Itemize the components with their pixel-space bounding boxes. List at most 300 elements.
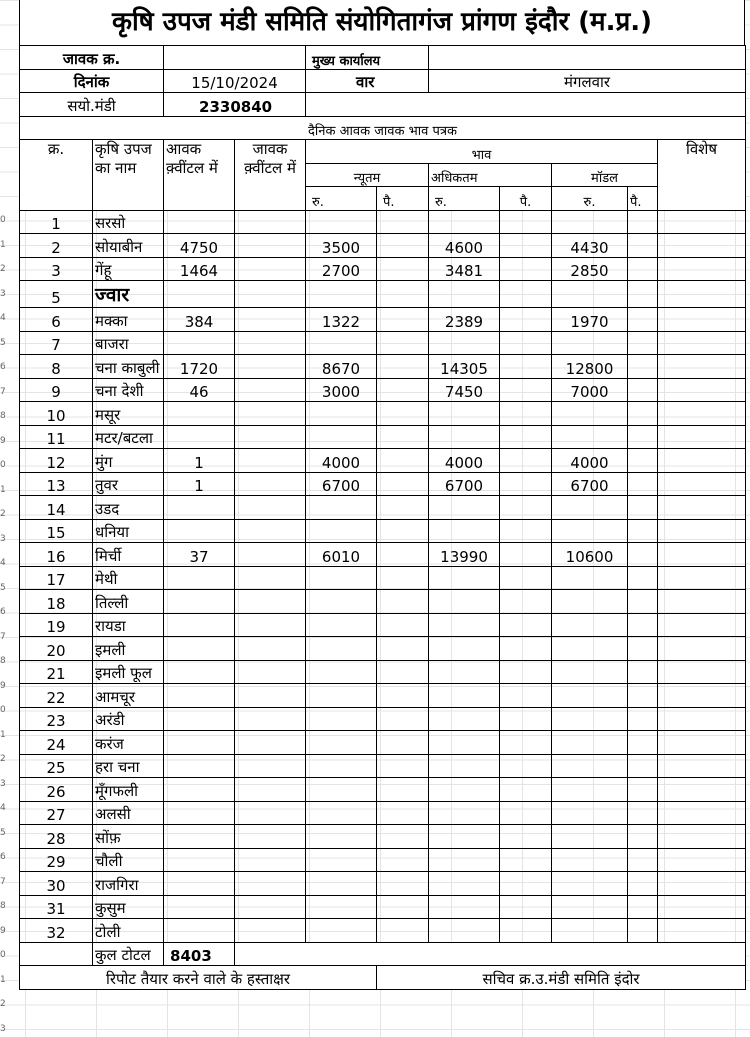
arrival-cell[interactable]: 37: [164, 543, 235, 567]
special-cell[interactable]: [658, 496, 746, 520]
dispatch-cell[interactable]: [235, 754, 306, 778]
crop-cell: आमचूर: [93, 684, 164, 708]
min-paise-cell[interactable]: [377, 684, 429, 708]
min-rs-cell[interactable]: [306, 872, 377, 896]
arrival-cell[interactable]: [164, 660, 235, 684]
head-office-value[interactable]: [429, 46, 746, 70]
special-cell[interactable]: [658, 331, 746, 355]
modal-paise-cell[interactable]: [628, 234, 658, 258]
max-rs-cell[interactable]: [429, 519, 500, 543]
arrival-cell[interactable]: [164, 402, 235, 426]
modal-paise-cell[interactable]: [628, 257, 658, 281]
dispatch-cell[interactable]: [235, 731, 306, 755]
min-paise-cell[interactable]: [377, 754, 429, 778]
min-paise-cell[interactable]: [377, 637, 429, 661]
dispatch-cell[interactable]: [235, 308, 306, 332]
dispatch-cell[interactable]: [235, 234, 306, 258]
special-cell[interactable]: [658, 684, 746, 708]
min-paise-cell[interactable]: [377, 566, 429, 590]
min-paise-cell[interactable]: [377, 660, 429, 684]
dispatch-cell[interactable]: [235, 872, 306, 896]
max-paise-cell[interactable]: [500, 919, 552, 943]
min-rs-cell[interactable]: [306, 281, 377, 308]
modal-rs-cell[interactable]: 2850: [552, 257, 628, 281]
arrival-cell[interactable]: 1: [164, 472, 235, 496]
arrival-cell[interactable]: [164, 848, 235, 872]
mandi-blank[interactable]: [306, 93, 746, 117]
min-paise-cell[interactable]: [377, 519, 429, 543]
min-paise-cell[interactable]: [377, 234, 429, 258]
modal-rs-cell[interactable]: [552, 872, 628, 896]
min-paise-cell[interactable]: [377, 707, 429, 731]
min-rs-cell[interactable]: [306, 402, 377, 426]
modal-rs-cell[interactable]: 12800: [552, 355, 628, 379]
row-number-gutter: [0, 0, 10, 1037]
modal-rs-cell[interactable]: 7000: [552, 378, 628, 402]
modal-rs-cell[interactable]: [552, 402, 628, 426]
max-paise-cell[interactable]: [500, 707, 552, 731]
arrival-cell[interactable]: [164, 566, 235, 590]
max-paise-cell[interactable]: [500, 801, 552, 825]
min-rs-cell[interactable]: [306, 613, 377, 637]
dispatch-cell[interactable]: [235, 425, 306, 449]
arrival-cell[interactable]: 1464: [164, 257, 235, 281]
modal-rs-cell[interactable]: [552, 496, 628, 520]
max-paise-cell[interactable]: [500, 684, 552, 708]
special-cell[interactable]: [658, 848, 746, 872]
special-cell[interactable]: [658, 637, 746, 661]
row-number: 3: [0, 288, 6, 299]
max-paise-cell[interactable]: [500, 590, 552, 614]
dispatch-cell[interactable]: [235, 848, 306, 872]
row-number: 3: [0, 778, 6, 789]
modal-paise-cell[interactable]: [628, 707, 658, 731]
modal-paise-cell[interactable]: [628, 919, 658, 943]
max-rs-cell[interactable]: [429, 754, 500, 778]
modal-paise-cell[interactable]: [628, 637, 658, 661]
max-rs-cell[interactable]: [429, 895, 500, 919]
dispatch-cell[interactable]: [235, 707, 306, 731]
max-paise-cell[interactable]: [500, 308, 552, 332]
modal-paise-cell[interactable]: [628, 778, 658, 802]
special-cell[interactable]: [658, 378, 746, 402]
modal-paise-cell[interactable]: [628, 425, 658, 449]
min-rs-cell[interactable]: 6700: [306, 472, 377, 496]
arrival-cell[interactable]: [164, 210, 235, 234]
max-paise-cell[interactable]: [500, 257, 552, 281]
modal-paise-cell[interactable]: [628, 519, 658, 543]
modal-paise-cell[interactable]: [628, 472, 658, 496]
modal-paise-cell[interactable]: [628, 378, 658, 402]
max-rs-cell[interactable]: [429, 637, 500, 661]
max-paise-cell[interactable]: [500, 496, 552, 520]
dispatch-cell[interactable]: [235, 825, 306, 849]
dispatch-cell[interactable]: [235, 402, 306, 426]
max-paise-cell[interactable]: [500, 872, 552, 896]
max-rs-cell[interactable]: [429, 425, 500, 449]
max-rs-cell[interactable]: 14305: [429, 355, 500, 379]
modal-paise-cell[interactable]: [628, 825, 658, 849]
min-rs-cell[interactable]: 1322: [306, 308, 377, 332]
min-rs-cell[interactable]: [306, 210, 377, 234]
modal-paise-cell[interactable]: [628, 895, 658, 919]
page-title: कृषि उपज मंडी समिति संयोगितागंज प्रांगण इंदौर (म.प्र.): [19, 0, 745, 45]
row-number: 7: [0, 631, 6, 642]
arrival-cell[interactable]: [164, 496, 235, 520]
min-rs-cell[interactable]: [306, 684, 377, 708]
min-paise-cell[interactable]: [377, 613, 429, 637]
max-rs-cell[interactable]: 13990: [429, 543, 500, 567]
special-cell[interactable]: [658, 754, 746, 778]
max-rs-cell[interactable]: 4000: [429, 449, 500, 473]
max-paise-cell[interactable]: [500, 378, 552, 402]
min-rs-cell[interactable]: [306, 778, 377, 802]
arrival-cell[interactable]: 46: [164, 378, 235, 402]
max-rs-cell[interactable]: [429, 778, 500, 802]
max-rs-cell[interactable]: [429, 590, 500, 614]
max-paise-cell[interactable]: [500, 613, 552, 637]
max-paise-cell[interactable]: [500, 449, 552, 473]
special-cell[interactable]: [658, 472, 746, 496]
min-rs-cell[interactable]: [306, 919, 377, 943]
serial-cell: 7: [20, 331, 93, 355]
arrival-cell[interactable]: [164, 895, 235, 919]
max-paise-cell[interactable]: [500, 848, 552, 872]
modal-rs-cell[interactable]: [552, 895, 628, 919]
min-rs-cell[interactable]: [306, 825, 377, 849]
serial-cell: 19: [20, 613, 93, 637]
modal-paise-cell[interactable]: [628, 566, 658, 590]
arrival-cell[interactable]: [164, 590, 235, 614]
mandi-value[interactable]: 2330840: [164, 93, 306, 117]
jawak-value[interactable]: [164, 46, 306, 70]
special-cell[interactable]: [658, 825, 746, 849]
min-paise-cell[interactable]: [377, 731, 429, 755]
dispatch-cell[interactable]: [235, 519, 306, 543]
special-cell[interactable]: [658, 308, 746, 332]
special-cell[interactable]: [658, 210, 746, 234]
arrival-cell[interactable]: [164, 684, 235, 708]
min-paise-cell[interactable]: [377, 825, 429, 849]
max-paise-cell[interactable]: [500, 425, 552, 449]
special-cell[interactable]: [658, 543, 746, 567]
max-paise-cell[interactable]: [500, 825, 552, 849]
modal-paise-cell[interactable]: [628, 543, 658, 567]
min-paise-cell[interactable]: [377, 543, 429, 567]
dispatch-cell[interactable]: [235, 919, 306, 943]
max-rs-cell[interactable]: [429, 331, 500, 355]
min-paise-cell[interactable]: [377, 308, 429, 332]
min-paise-cell[interactable]: [377, 449, 429, 473]
special-cell[interactable]: [658, 872, 746, 896]
modal-paise-cell[interactable]: [628, 613, 658, 637]
min-paise-cell[interactable]: [377, 402, 429, 426]
modal-paise-cell[interactable]: [628, 331, 658, 355]
dispatch-cell[interactable]: [235, 449, 306, 473]
min-paise-cell[interactable]: [377, 425, 429, 449]
min-paise-cell[interactable]: [377, 331, 429, 355]
min-paise-cell[interactable]: [377, 472, 429, 496]
special-cell[interactable]: [658, 731, 746, 755]
modal-paise-cell[interactable]: [628, 496, 658, 520]
max-paise-cell[interactable]: [500, 566, 552, 590]
max-paise-cell[interactable]: [500, 472, 552, 496]
dispatch-cell[interactable]: [235, 281, 306, 308]
modal-paise-cell[interactable]: [628, 281, 658, 308]
dispatch-cell[interactable]: [235, 543, 306, 567]
arrival-cell[interactable]: [164, 637, 235, 661]
modal-paise-cell[interactable]: [628, 801, 658, 825]
dispatch-cell[interactable]: [235, 566, 306, 590]
special-cell[interactable]: [658, 801, 746, 825]
total-value[interactable]: 8403: [164, 942, 235, 966]
special-cell[interactable]: [658, 281, 746, 308]
dispatch-cell[interactable]: [235, 801, 306, 825]
modal-rs-cell[interactable]: [552, 519, 628, 543]
special-cell[interactable]: [658, 449, 746, 473]
modal-rs-cell[interactable]: [552, 848, 628, 872]
min-paise-cell[interactable]: [377, 801, 429, 825]
min-rs-cell[interactable]: [306, 331, 377, 355]
dispatch-cell[interactable]: [235, 496, 306, 520]
modal-rs-cell[interactable]: [552, 754, 628, 778]
min-rs-cell[interactable]: [306, 707, 377, 731]
arrival-cell[interactable]: [164, 613, 235, 637]
modal-rs-cell[interactable]: 10600: [552, 543, 628, 567]
modal-rs-cell[interactable]: [552, 660, 628, 684]
modal-rs-cell[interactable]: 4000: [552, 449, 628, 473]
modal-paise-cell[interactable]: [628, 449, 658, 473]
modal-rs-cell[interactable]: [552, 778, 628, 802]
special-cell[interactable]: [658, 257, 746, 281]
min-paise-cell[interactable]: [377, 590, 429, 614]
special-cell[interactable]: [658, 660, 746, 684]
arrival-header: आवक क़्वींटल में: [164, 140, 235, 211]
dispatch-cell[interactable]: [235, 257, 306, 281]
modal-paise-cell[interactable]: [628, 402, 658, 426]
max-rs-cell[interactable]: 2389: [429, 308, 500, 332]
modal-rs-cell[interactable]: 6700: [552, 472, 628, 496]
special-cell[interactable]: [658, 778, 746, 802]
dispatch-cell[interactable]: [235, 778, 306, 802]
serial-cell: 21: [20, 660, 93, 684]
modal-paise-cell[interactable]: [628, 754, 658, 778]
max-paise-cell[interactable]: [500, 754, 552, 778]
max-rs-cell[interactable]: [429, 496, 500, 520]
max-rs-cell[interactable]: [429, 660, 500, 684]
min-rs-cell[interactable]: 6010: [306, 543, 377, 567]
modal-rs-cell[interactable]: 1970: [552, 308, 628, 332]
modal-paise-cell[interactable]: [628, 848, 658, 872]
min-rs-cell[interactable]: [306, 496, 377, 520]
max-paise-cell[interactable]: [500, 210, 552, 234]
modal-paise-cell[interactable]: [628, 684, 658, 708]
max-rs-cell[interactable]: [429, 402, 500, 426]
min-paise-cell[interactable]: [377, 355, 429, 379]
modal-paise-cell[interactable]: [628, 872, 658, 896]
min-rs-cell[interactable]: 3000: [306, 378, 377, 402]
max-rs-cell[interactable]: [429, 872, 500, 896]
max-paise-cell[interactable]: [500, 355, 552, 379]
max-paise-cell[interactable]: [500, 731, 552, 755]
modal-rs-cell[interactable]: [552, 801, 628, 825]
min-rs-cell[interactable]: [306, 425, 377, 449]
modal-rs-cell[interactable]: [552, 331, 628, 355]
min-paise-cell[interactable]: [377, 895, 429, 919]
max-rs-cell[interactable]: [429, 281, 500, 308]
arrival-cell[interactable]: 384: [164, 308, 235, 332]
dispatch-cell[interactable]: [235, 331, 306, 355]
min-paise-cell[interactable]: [377, 210, 429, 234]
special-cell[interactable]: [658, 707, 746, 731]
date-value[interactable]: 15/10/2024: [164, 69, 306, 93]
arrival-cell[interactable]: [164, 331, 235, 355]
max-paise-cell[interactable]: [500, 637, 552, 661]
dispatch-cell[interactable]: [235, 613, 306, 637]
row-number: 5: [0, 582, 6, 593]
special-cell[interactable]: [658, 402, 746, 426]
max-paise-cell[interactable]: [500, 660, 552, 684]
dispatch-cell[interactable]: [235, 895, 306, 919]
arrival-cell[interactable]: [164, 825, 235, 849]
max-rs-cell[interactable]: [429, 707, 500, 731]
min-rs-cell[interactable]: [306, 566, 377, 590]
modal-rs-cell[interactable]: [552, 590, 628, 614]
modal-rs-cell[interactable]: [552, 425, 628, 449]
dispatch-cell[interactable]: [235, 472, 306, 496]
max-rs-cell[interactable]: 3481: [429, 257, 500, 281]
dispatch-cell[interactable]: [235, 684, 306, 708]
dispatch-cell[interactable]: [235, 660, 306, 684]
min-paise-cell[interactable]: [377, 778, 429, 802]
min-rs-cell[interactable]: [306, 895, 377, 919]
min-rs-cell[interactable]: [306, 637, 377, 661]
modal-paise-cell[interactable]: [628, 308, 658, 332]
modal-rs-cell[interactable]: [552, 731, 628, 755]
max-paise-cell[interactable]: [500, 519, 552, 543]
arrival-cell[interactable]: [164, 919, 235, 943]
max-rs-cell[interactable]: [429, 848, 500, 872]
special-cell[interactable]: [658, 566, 746, 590]
row-number: 7: [0, 386, 6, 397]
max-paise-cell[interactable]: [500, 234, 552, 258]
min-rs-cell[interactable]: [306, 731, 377, 755]
modal-rs-cell[interactable]: [552, 825, 628, 849]
arrival-cell[interactable]: 1720: [164, 355, 235, 379]
dispatch-cell[interactable]: [235, 590, 306, 614]
min-paise-cell[interactable]: [377, 496, 429, 520]
min-rs-cell[interactable]: [306, 801, 377, 825]
min-rs-cell[interactable]: 4000: [306, 449, 377, 473]
min-rs-cell[interactable]: [306, 754, 377, 778]
modal-paise-cell[interactable]: [628, 590, 658, 614]
max-rs-cell[interactable]: [429, 210, 500, 234]
dispatch-cell[interactable]: [235, 637, 306, 661]
min-rs-cell[interactable]: 2700: [306, 257, 377, 281]
arrival-cell[interactable]: 4750: [164, 234, 235, 258]
min-paise-cell[interactable]: [377, 257, 429, 281]
special-cell[interactable]: [658, 234, 746, 258]
max-rs-cell[interactable]: 6700: [429, 472, 500, 496]
min-paise-cell[interactable]: [377, 872, 429, 896]
arrival-cell[interactable]: [164, 872, 235, 896]
special-cell[interactable]: [658, 613, 746, 637]
modal-rs-cell[interactable]: [552, 613, 628, 637]
arrival-cell[interactable]: [164, 754, 235, 778]
min-rs-cell[interactable]: [306, 590, 377, 614]
modal-rs-cell[interactable]: [552, 919, 628, 943]
dispatch-cell[interactable]: [235, 378, 306, 402]
arrival-cell[interactable]: [164, 731, 235, 755]
dispatch-cell[interactable]: [235, 355, 306, 379]
max-paise-cell[interactable]: [500, 778, 552, 802]
min-rs-cell[interactable]: [306, 519, 377, 543]
max-rs-cell[interactable]: [429, 566, 500, 590]
modal-rs-cell[interactable]: [552, 281, 628, 308]
special-cell[interactable]: [658, 590, 746, 614]
max-rs-cell[interactable]: [429, 684, 500, 708]
special-cell[interactable]: [658, 519, 746, 543]
special-cell[interactable]: [658, 919, 746, 943]
min-paise-cell[interactable]: [377, 848, 429, 872]
modal-paise-cell[interactable]: [628, 731, 658, 755]
arrival-cell[interactable]: [164, 519, 235, 543]
min-paise-cell[interactable]: [377, 919, 429, 943]
max-paise-cell[interactable]: [500, 281, 552, 308]
max-rs-cell[interactable]: [429, 919, 500, 943]
max-paise-cell[interactable]: [500, 331, 552, 355]
max-rs-cell[interactable]: [429, 731, 500, 755]
modal-paise-cell[interactable]: [628, 210, 658, 234]
min-paise-cell[interactable]: [377, 378, 429, 402]
modal-rs-cell[interactable]: [552, 684, 628, 708]
arrival-cell[interactable]: [164, 801, 235, 825]
row-number: 0: [0, 460, 6, 470]
min-rs-cell[interactable]: [306, 660, 377, 684]
arrival-cell[interactable]: [164, 281, 235, 308]
modal-rs-cell[interactable]: [552, 707, 628, 731]
max-paise-cell[interactable]: [500, 895, 552, 919]
max-rs-cell[interactable]: [429, 801, 500, 825]
max-paise-cell[interactable]: [500, 402, 552, 426]
max-paise-cell[interactable]: [500, 543, 552, 567]
max-rs-cell[interactable]: [429, 825, 500, 849]
max-rs-cell[interactable]: 4600: [429, 234, 500, 258]
crop-cell: करंज: [93, 731, 164, 755]
arrival-cell[interactable]: [164, 425, 235, 449]
min-rs-cell[interactable]: [306, 848, 377, 872]
dispatch-cell[interactable]: [235, 210, 306, 234]
special-cell[interactable]: [658, 425, 746, 449]
special-cell[interactable]: [658, 355, 746, 379]
arrival-cell[interactable]: [164, 707, 235, 731]
max-rs-cell[interactable]: 7450: [429, 378, 500, 402]
day-value[interactable]: मंगलवार: [429, 69, 746, 93]
modal-rs-cell[interactable]: 4430: [552, 234, 628, 258]
min-paise-cell[interactable]: [377, 281, 429, 308]
special-cell[interactable]: [658, 895, 746, 919]
min-rs-cell[interactable]: 8670: [306, 355, 377, 379]
arrival-cell[interactable]: [164, 778, 235, 802]
modal-paise-cell[interactable]: [628, 660, 658, 684]
min-rs-cell[interactable]: 3500: [306, 234, 377, 258]
modal-rs-cell[interactable]: [552, 210, 628, 234]
modal-paise-cell[interactable]: [628, 355, 658, 379]
arrival-cell[interactable]: 1: [164, 449, 235, 473]
modal-rs-cell[interactable]: [552, 566, 628, 590]
modal-rs-cell[interactable]: [552, 637, 628, 661]
max-rs-cell[interactable]: [429, 613, 500, 637]
